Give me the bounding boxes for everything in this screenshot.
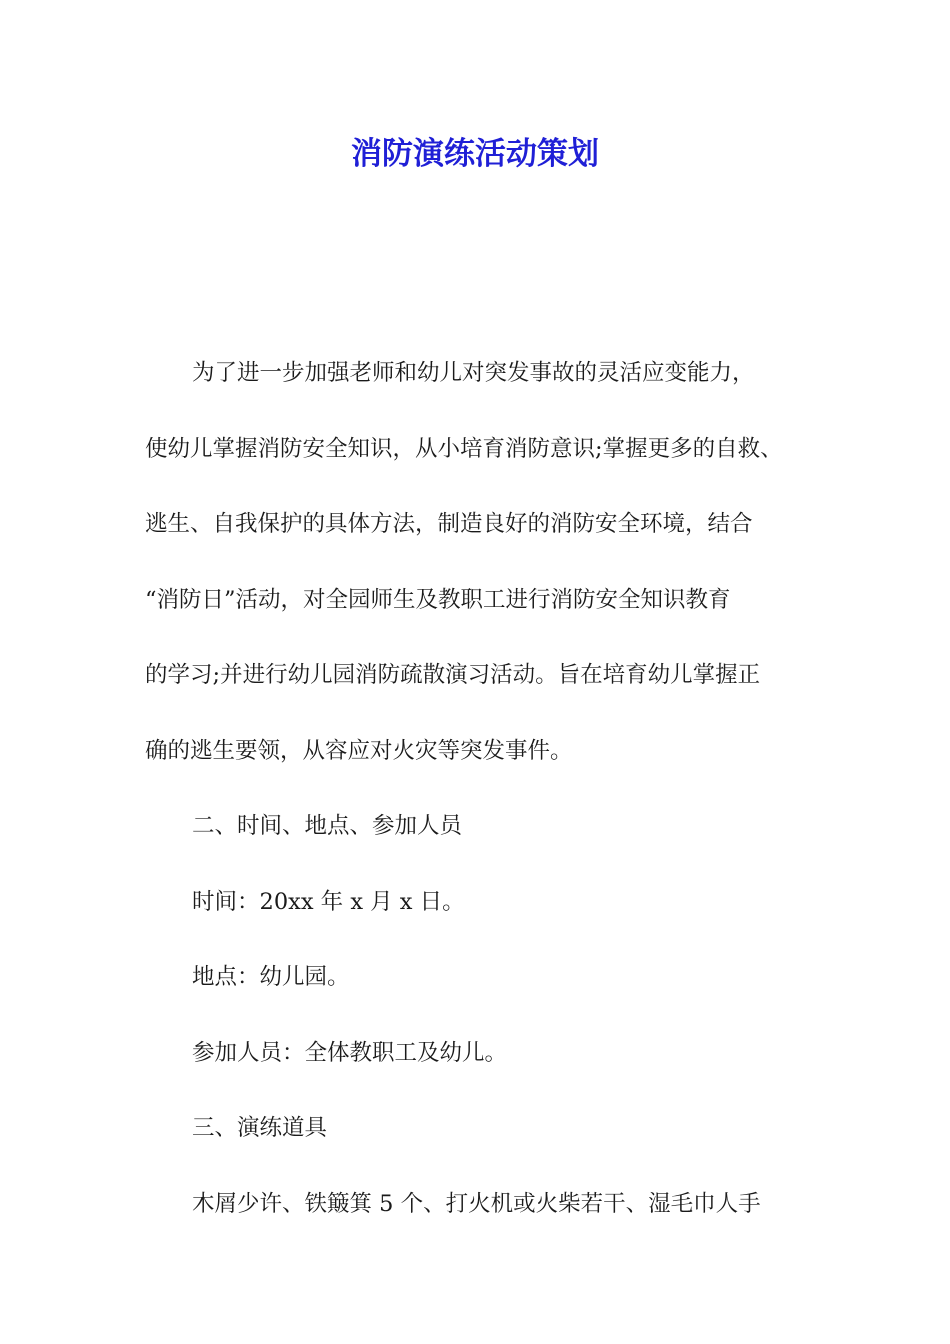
time-line: 时间：20xx 年 x 月 x 日。 <box>192 888 465 915</box>
location-line: 地点：幼儿园。 <box>192 964 350 990</box>
paragraph-line: 为了进一步加强老师和幼儿对突发事故的灵活应变能力， <box>192 360 755 386</box>
props-line: 木屑少许、铁簸箕 5 个、打火机或火柴若干、湿毛巾人手 <box>192 1190 761 1217</box>
section-heading: 二、时间、地点、参加人员 <box>192 813 463 839</box>
paragraph-line: 确的逃生要领，从容应对火灾等突发事件。 <box>145 737 573 764</box>
document-title: 消防演练活动策划 <box>351 136 599 172</box>
paragraph-line: 的学习;并进行幼儿园消防疏散演习活动。旨在培育幼儿掌握正 <box>145 662 761 688</box>
section-heading: 三、演练道具 <box>192 1115 328 1141</box>
paragraph-line: 逃生、自我保护的具体方法，制造良好的消防安全环境，结合 <box>145 511 753 537</box>
document-body <box>145 336 835 1242</box>
paragraph-line: “消防日”活动，对全园师生及教职工进行消防安全知识教育 <box>145 586 731 613</box>
paragraph-line: 使幼儿掌握消防安全知识，从小培育消防意识;掌握更多的自救、 <box>145 435 783 462</box>
participants-line: 参加人员：全体教职工及幼儿。 <box>192 1039 508 1066</box>
